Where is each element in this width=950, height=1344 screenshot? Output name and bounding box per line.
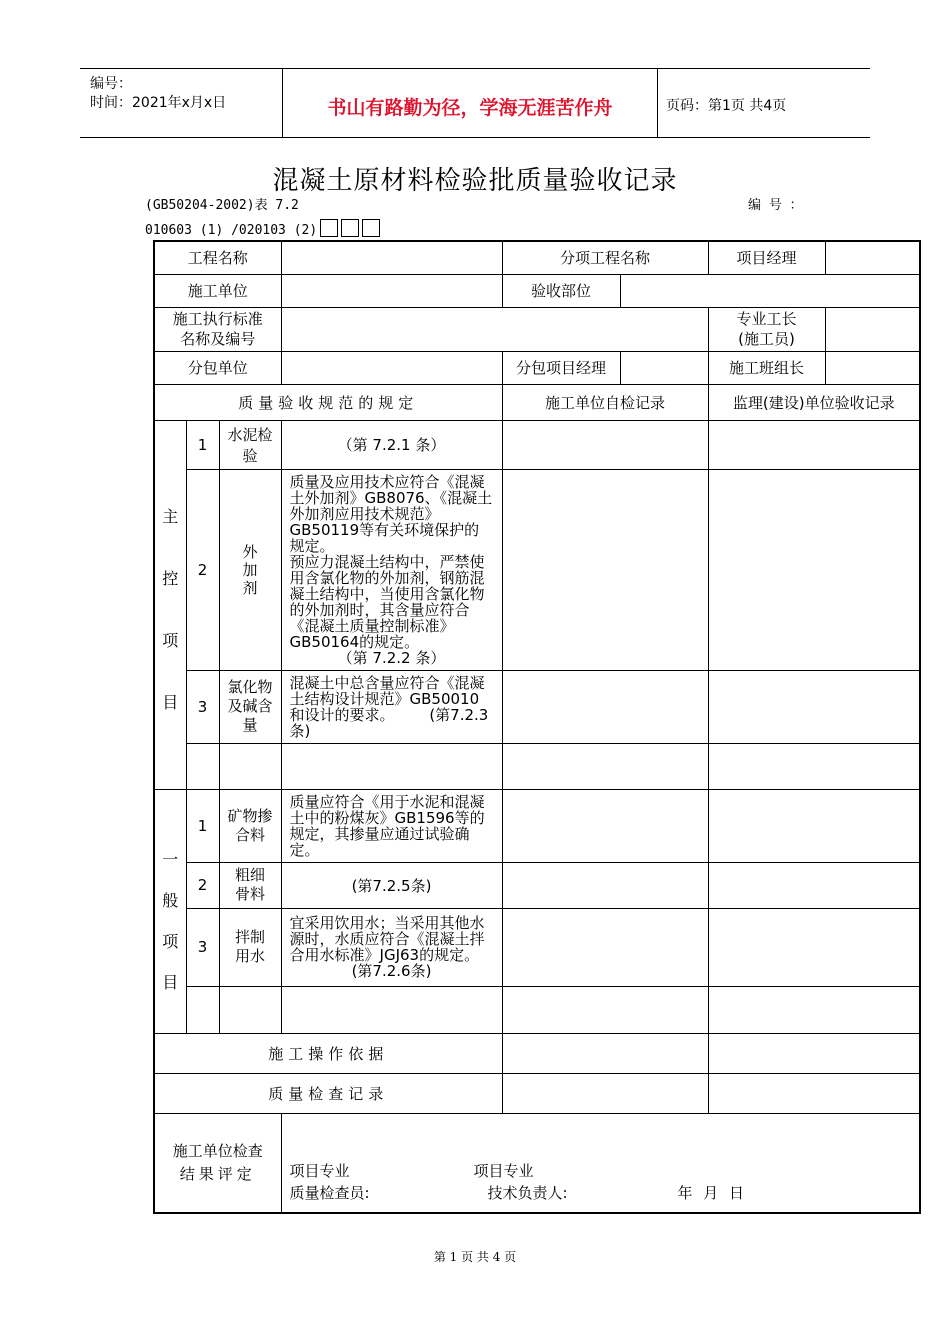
spec-clause: （第 7.2.2 条） xyxy=(337,648,446,667)
subcontract-unit-label: 分包单位 xyxy=(154,351,281,384)
item-number: 1 xyxy=(186,789,219,862)
item-name: 矿物掺合料 xyxy=(219,789,281,862)
general-items-label xyxy=(154,789,186,1033)
empty-cell[interactable] xyxy=(219,743,281,789)
code-value: 010603 (1) /020103 (2) xyxy=(145,223,318,238)
subcontract-unit-value[interactable] xyxy=(281,351,502,384)
code-box[interactable] xyxy=(341,219,359,237)
item-number: 2 xyxy=(186,862,219,908)
item-name: 氯化物及碱含量 xyxy=(219,670,281,743)
supervision-cell[interactable] xyxy=(708,420,920,469)
general-label-char: 项 xyxy=(162,932,179,951)
inspection-record-supervision[interactable] xyxy=(708,1073,920,1113)
empty-cell[interactable] xyxy=(281,743,502,789)
subcontract-manager-value[interactable] xyxy=(620,351,708,384)
item-spec xyxy=(281,670,502,743)
general-label-char: 目 xyxy=(162,973,179,992)
inspection-record-label: 质量检查记录 xyxy=(154,1073,502,1113)
standard-name-value[interactable] xyxy=(281,307,708,351)
tech-lead-label: 项目专业 技术负责人: xyxy=(473,1162,568,1202)
supervision-cell[interactable] xyxy=(708,789,920,862)
code-box[interactable] xyxy=(320,219,338,237)
item-name: 拌制用水 xyxy=(219,908,281,986)
general-label-char: 般 xyxy=(162,891,179,910)
code-box[interactable] xyxy=(362,219,380,237)
item-spec: （第 7.2.1 条） xyxy=(281,420,502,469)
item-number: 2 xyxy=(186,469,219,670)
self-check-cell[interactable] xyxy=(502,420,708,469)
item-number: 1 xyxy=(186,420,219,469)
item-spec: (第7.2.5条) xyxy=(281,862,502,908)
item-spec xyxy=(281,908,502,986)
acceptance-form xyxy=(153,240,921,1214)
self-check-cell[interactable] xyxy=(502,862,708,908)
standard-name-label: 施工执行标准 名称及编号 xyxy=(154,307,281,351)
supervision-header: 监理(建设)单位验收记录 xyxy=(708,384,920,420)
motto: 书山有路勤为径，学海无涯苦作舟 xyxy=(327,97,613,119)
main-label-char: 项 xyxy=(162,630,179,650)
operation-basis-supervision[interactable] xyxy=(708,1033,920,1073)
self-check-cell[interactable] xyxy=(502,743,708,789)
item-name: 粗细骨料 xyxy=(219,862,281,908)
standard-ref: (GB50204-2002)表 7.2 xyxy=(145,198,299,213)
empty-cell[interactable] xyxy=(186,743,219,789)
spec-text: 混凝土中总含量应符合《混凝土结构设计规范》GB50010和设计的要求。 xyxy=(289,673,485,724)
self-check-cell[interactable] xyxy=(502,469,708,670)
foreman-label: 专业工长 (施工员) xyxy=(708,307,825,351)
item-spec: 质量应符合《用于水泥和混凝土中的粉煤灰》GB1596等的规定，其掺量应通过试验确定。 xyxy=(281,789,502,862)
supervision-cell[interactable] xyxy=(708,908,920,986)
inspector-label: 项目专业 质量检查员: xyxy=(289,1162,370,1202)
spec-header: 质量验收规范的规定 xyxy=(154,384,502,420)
page-info: 页码：第1页 共4页 xyxy=(666,98,787,114)
supervision-cell[interactable] xyxy=(708,670,920,743)
self-check-cell[interactable] xyxy=(502,986,708,1033)
supervision-cell[interactable] xyxy=(708,986,920,1033)
date-label: 年 月 日 xyxy=(677,1184,745,1202)
number-field-label: 编 号 ： xyxy=(748,198,803,213)
document-header xyxy=(80,68,870,138)
self-check-header: 施工单位自检记录 xyxy=(502,384,708,420)
general-label-char: 一 xyxy=(162,850,179,869)
self-check-cell[interactable] xyxy=(502,908,708,986)
sub-project-name-label: 分项工程名称 xyxy=(502,241,708,274)
spec-clause: (第7.2.6条) xyxy=(351,962,432,980)
empty-cell[interactable] xyxy=(281,986,502,1033)
operation-basis-label: 施工操作依据 xyxy=(154,1033,502,1073)
main-label-char: 控 xyxy=(162,568,179,588)
supervision-cell[interactable] xyxy=(708,469,920,670)
motto-cell xyxy=(282,69,658,137)
page-title: 混凝土原材料检验批质量验收记录 xyxy=(272,166,678,196)
empty-cell[interactable] xyxy=(186,986,219,1033)
self-check-cell[interactable] xyxy=(502,789,708,862)
spec-text: 质量及应用技术应符合《混凝土外加剂》GB8076、《混凝土外加剂应用技术规范》GB50119等有关环境保护的规定。 预应力混凝土结构中，严禁使用含氯化物的外加剂，钢筋混凝土结构中，当使用含氯化物的外加剂时，其含量应符合《混凝土质量控制标准》GB50164的规定。 xyxy=(289,472,493,651)
self-check-cell[interactable] xyxy=(502,670,708,743)
inspection-record-self[interactable] xyxy=(502,1073,708,1113)
page-footer: 第 1 页 共 4 页 xyxy=(433,1250,517,1264)
project-name-value[interactable] xyxy=(281,241,502,274)
project-manager-label: 项目经理 xyxy=(708,241,825,274)
item-name: 外加剂 xyxy=(219,469,281,670)
team-leader-value[interactable] xyxy=(825,351,920,384)
main-label-char: 主 xyxy=(162,506,179,526)
foreman-value[interactable] xyxy=(825,307,920,351)
supervision-cell[interactable] xyxy=(708,743,920,789)
result-label: 施工单位检查 结果评定 xyxy=(154,1113,281,1213)
main-items-label xyxy=(154,420,186,789)
item-spec xyxy=(281,469,502,670)
item-number: 3 xyxy=(186,908,219,986)
item-name: 水泥检验 xyxy=(219,420,281,469)
construction-unit-value[interactable] xyxy=(281,274,502,307)
result-signatures[interactable] xyxy=(281,1113,920,1213)
project-manager-value[interactable] xyxy=(825,241,920,274)
item-number: 3 xyxy=(186,670,219,743)
project-name-label: 工程名称 xyxy=(154,241,281,274)
operation-basis-self[interactable] xyxy=(502,1033,708,1073)
subcontract-manager-label: 分包项目经理 xyxy=(502,351,620,384)
main-label-char: 目 xyxy=(162,692,179,712)
empty-cell[interactable] xyxy=(219,986,281,1033)
acceptance-part-label: 验收部位 xyxy=(502,274,620,307)
time-label: 时间：2021年x月x日 xyxy=(90,95,227,111)
spec-text: 宜采用饮用水；当采用其他水源时，水质应符合《混凝土拌合用水标准》JGJ63的规定。 xyxy=(289,914,485,964)
code-line xyxy=(145,219,380,238)
construction-unit-label: 施工单位 xyxy=(154,274,281,307)
acceptance-part-value[interactable] xyxy=(620,274,920,307)
spec-clause: (第7.2.3条) xyxy=(289,705,489,740)
supervision-cell[interactable] xyxy=(708,862,920,908)
number-label: 编号： xyxy=(90,76,132,92)
team-leader-label: 施工班组长 xyxy=(708,351,825,384)
